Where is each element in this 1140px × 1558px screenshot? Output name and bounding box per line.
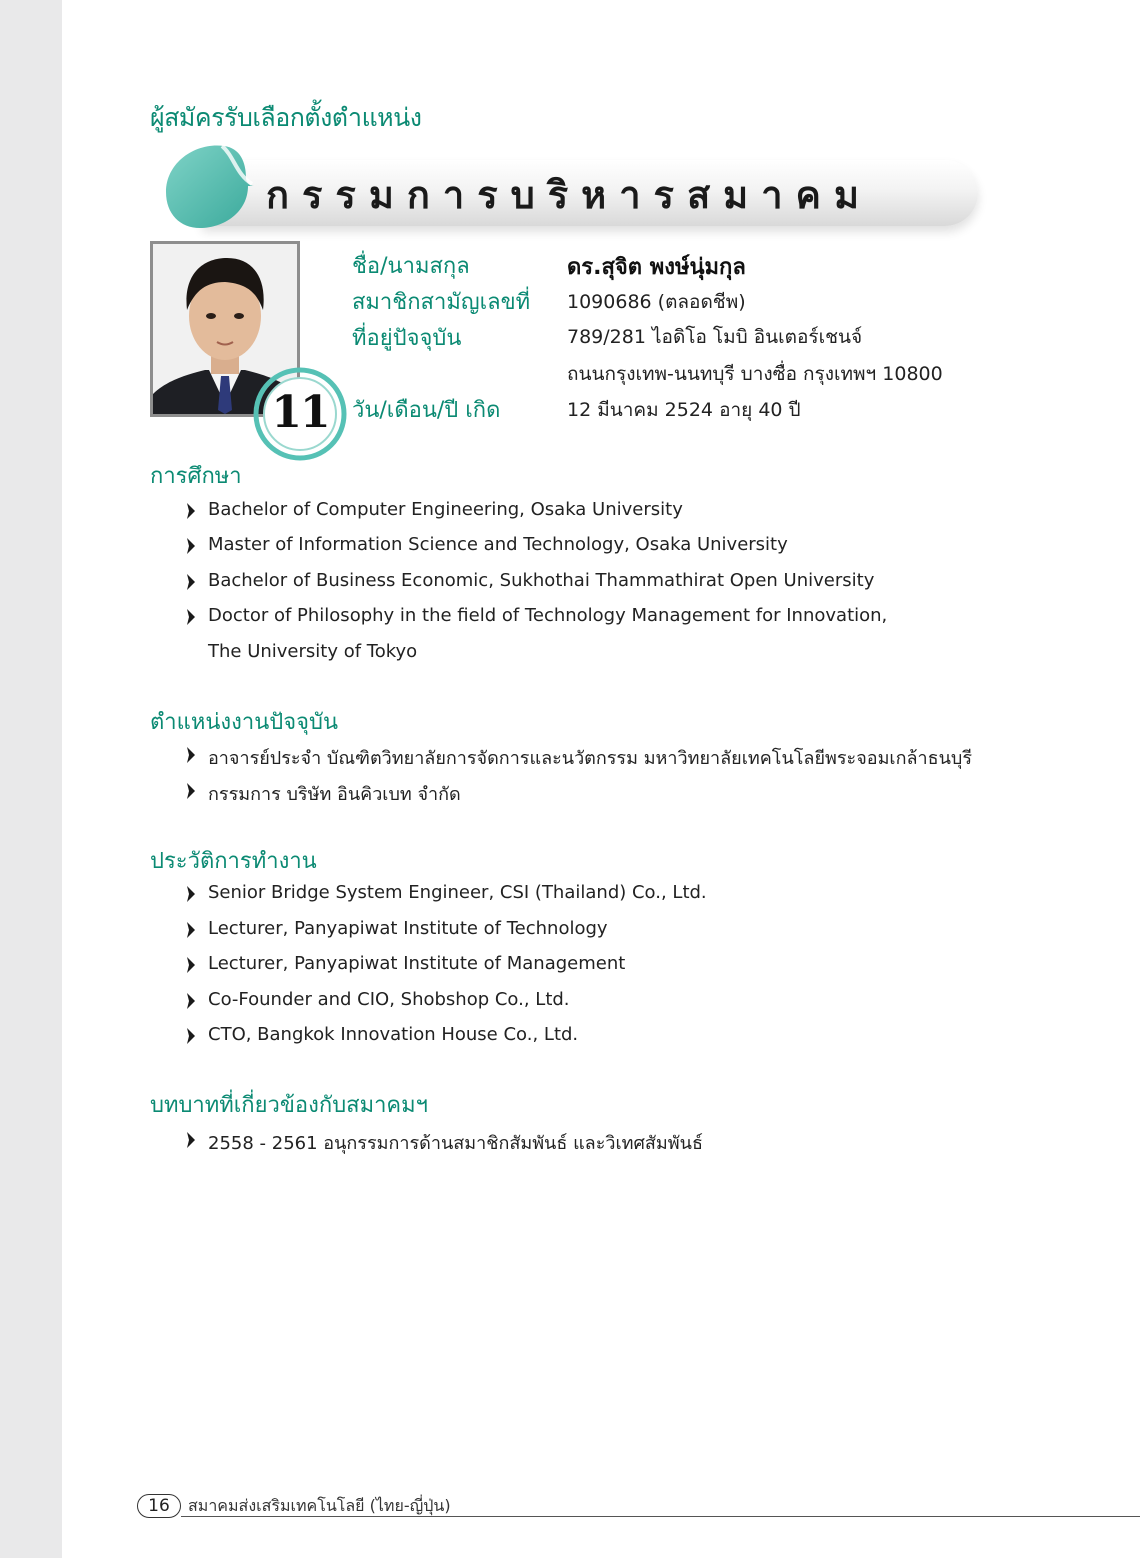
member-number-value: 1090686 (ตลอดชีพ) bbox=[567, 291, 746, 313]
name-label: ชื่อ/นามสกุล bbox=[352, 254, 470, 279]
address-label: ที่อยู่ปัจจุบัน bbox=[352, 326, 462, 351]
bullet-arrow-icon bbox=[186, 1027, 196, 1045]
banner-title: กรรมการบริหารสมาคม bbox=[266, 173, 873, 217]
publication-name: สมาคมส่งเสริมเทคโนโลยี (ไทย-ญี่ปุ่น) bbox=[188, 1496, 451, 1515]
bullet-arrow-icon bbox=[186, 608, 196, 626]
footer-rule bbox=[181, 1516, 1140, 1517]
birth-date-label: วัน/เดือน/ปี เกิด bbox=[352, 398, 501, 423]
current-position-title: ตำแหน่งงานปัจจุบัน bbox=[150, 710, 338, 735]
bullet-arrow-icon bbox=[186, 921, 196, 939]
name-value: ดร.สุจิต พงษ์นุ่มกุล bbox=[567, 255, 746, 280]
bullet-arrow-icon bbox=[186, 502, 196, 520]
bullet-arrow-icon bbox=[186, 956, 196, 974]
association-roles-title: บทบาทที่เกี่ยวข้องกับสมาคมฯ bbox=[150, 1093, 429, 1118]
bullet-arrow-icon bbox=[186, 885, 196, 903]
birth-date-value: 12 มีนาคม 2524 อายุ 40 ปี bbox=[567, 399, 801, 421]
address-line-2: ถนนกรุงเทพ-นนทบุรี บางซื่อ กรุงเทพฯ 10800 bbox=[567, 363, 943, 385]
bullet-arrow-icon bbox=[186, 782, 196, 800]
member-number-label: สมาชิกสามัญเลขที่ bbox=[352, 290, 531, 315]
position-banner bbox=[162, 140, 982, 240]
bullet-arrow-icon bbox=[186, 573, 196, 591]
candidacy-kicker: ผู้สมัครรับเลือกตั้งตำแหน่ง bbox=[150, 103, 422, 132]
candidate-number-badge bbox=[253, 367, 347, 461]
bullet-arrow-icon bbox=[186, 1131, 196, 1149]
address-line-1: 789/281 ไอดิโอ โมบิ อินเตอร์เชนจ์ bbox=[567, 326, 863, 348]
bullet-arrow-icon bbox=[186, 746, 196, 764]
education-title: การศึกษา bbox=[150, 464, 242, 489]
work-history-title: ประวัติการทำงาน bbox=[150, 849, 317, 874]
leaf-emblem-icon bbox=[162, 140, 272, 240]
left-margin-strip bbox=[0, 0, 62, 1558]
candidate-number: 11 bbox=[271, 387, 329, 438]
bullet-arrow-icon bbox=[186, 992, 196, 1010]
bullet-arrow-icon bbox=[186, 537, 196, 555]
page-number: 16 bbox=[137, 1494, 181, 1518]
